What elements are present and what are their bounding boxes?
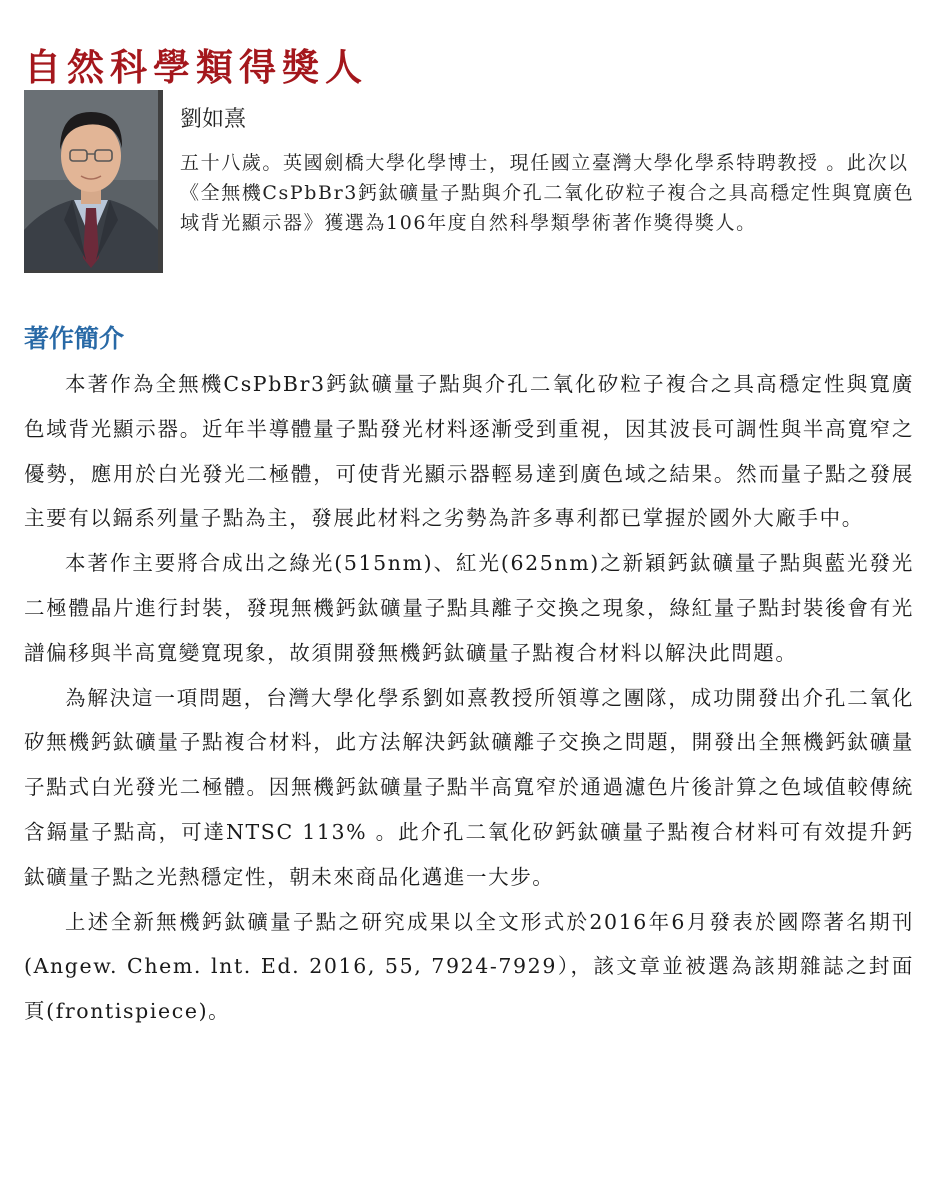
section-heading: 著作簡介 (24, 323, 125, 353)
body-paragraph-2: 本著作主要將合成出之綠光(515nm)、紅光(625nm)之新穎鈣鈦礦量子點與藍光發光二極體晶片進行封裝，發現無機鈣鈦礦量子點具離子交換之現象，綠紅量子點封裝後會有光譜偏移與半高寬變寬現象，故須開發無機鈣鈦礦量子點複合材料以解決此問題。 (24, 551, 914, 665)
article-body (24, 362, 914, 1034)
body-paragraph-4: 上述全新無機鈣鈦礦量子點之研究成果以全文形式於2016年6月發表於國際著名期刊(Angew. Chem. lnt. Ed. 2016, 55, 7924-7929），該文章並被選為該期雜誌之封面頁(frontispiece)。 (24, 909, 914, 1024)
page-title: 自然科學類得獎人 (24, 44, 368, 89)
bio-text (180, 148, 920, 238)
bio-paragraph: 五十八歲。英國劍橋大學化學博士，現任國立臺灣大學化學系特聘教授 。此次以《全無機CsPbBr3鈣鈦礦量子點與介孔二氧化矽粒子複合之具高穩定性與寬廣色域背光顯示器》獲選為106年度自然科學類學術著作獎得獎人。 (180, 152, 915, 234)
portrait-photo (24, 90, 163, 273)
person-name: 劉如熹 (180, 107, 247, 132)
body-paragraph-1: 本著作為全無機CsPbBr3鈣鈦礦量子點與介孔二氧化矽粒子複合之具高穩定性與寬廣色域背光顯示器。近年半導體量子點發光材料逐漸受到重視，因其波長可調性與半高寬窄之優勢，應用於白光發光二極體，可使背光顯示器輕易達到廣色域之結果。然而量子點之發展主要有以鎘系列量子點為主，發展此材料之劣勢為許多專利都已掌握於國外大廠手中。 (24, 372, 914, 531)
portrait-image (24, 90, 158, 270)
body-paragraph-3: 為解決這一項問題，台灣大學化學系劉如熹教授所領導之團隊，成功開發出介孔二氧化矽無機鈣鈦礦量子點複合材料，此方法解決鈣鈦礦離子交換之問題，開發出全無機鈣鈦礦量子點式白光發光二極體。因無機鈣鈦礦量子點半高寬窄於通過濾色片後計算之色域值較傳統含鎘量子點高，可達NTSC 113% 。此介孔二氧化矽鈣鈦礦量子點複合材料可有效提升鈣鈦礦量子點之光熱穩定性，朝未來商品化邁進一大步。 (24, 685, 914, 889)
